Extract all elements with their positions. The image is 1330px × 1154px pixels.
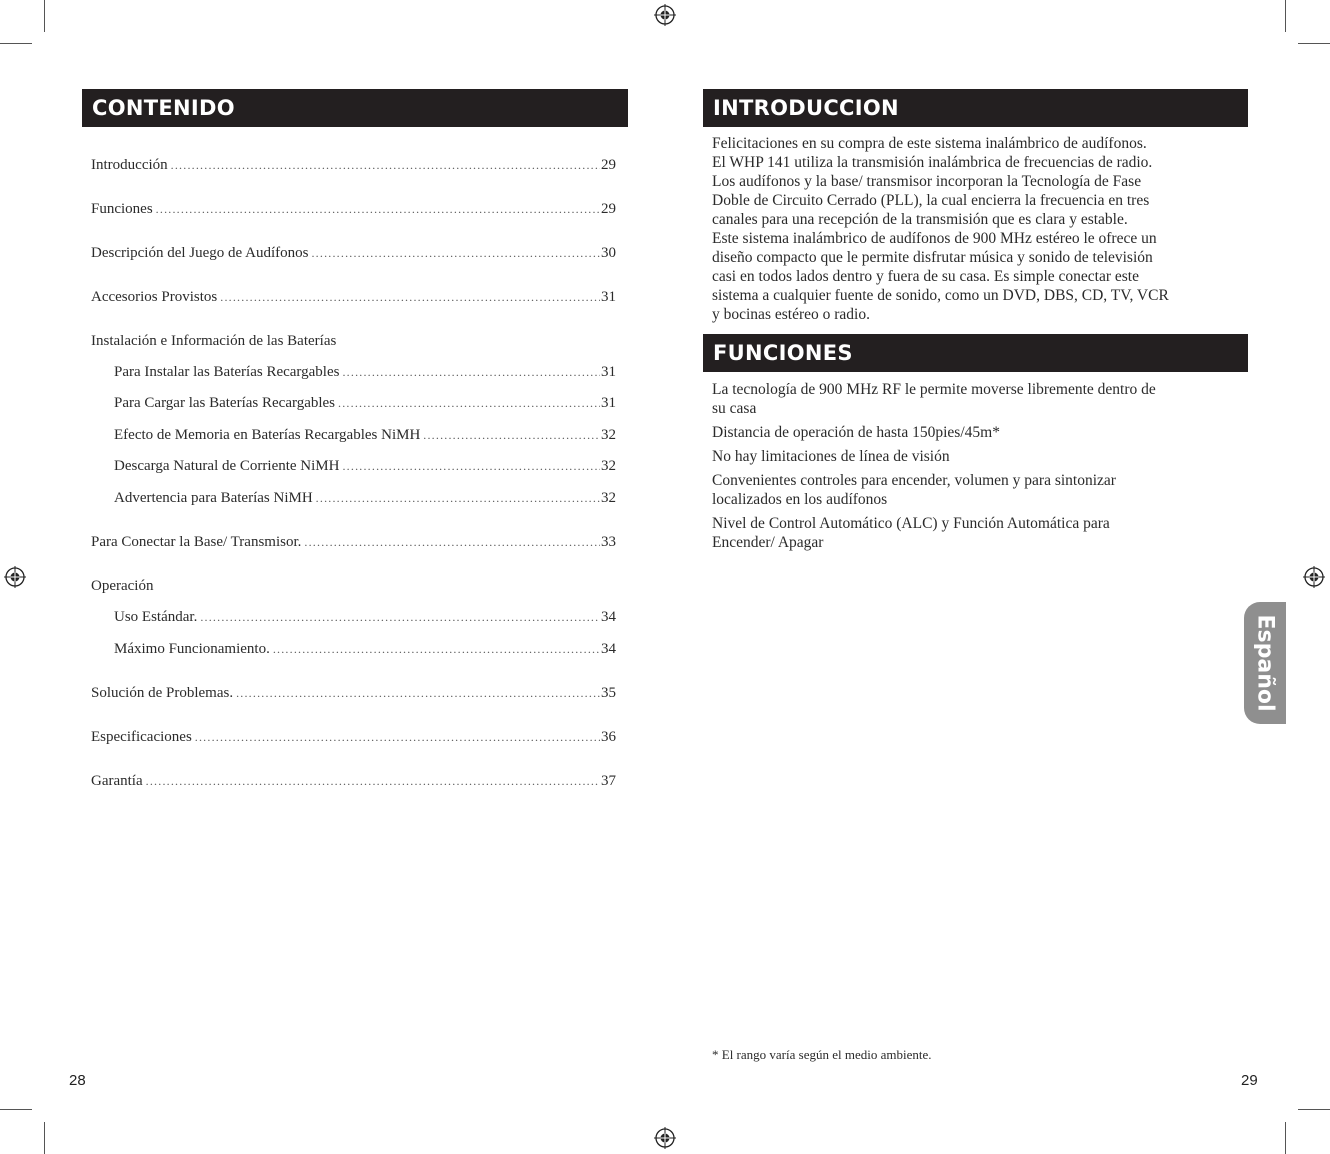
toc-entry xyxy=(91,289,616,311)
page-number-left: 28 xyxy=(69,1072,86,1089)
toc-leader-dots xyxy=(171,158,600,173)
toc-entry-label: Para Cargar las Baterías Recargables xyxy=(114,395,336,411)
contents-header: CONTENIDO xyxy=(82,89,628,127)
introduction-line: Los audífonos y la base/ transmisor incorporan la Tecnología de Fase xyxy=(712,173,1142,190)
introduction-line: El WHP 141 utiliza la transmisión inalámbrica de frecuencias de radio. xyxy=(712,154,1153,171)
toc-entry-page: 33 xyxy=(601,534,616,550)
toc-entry xyxy=(91,458,616,480)
toc-entry-page: 37 xyxy=(601,773,616,789)
toc-entry-page: 31 xyxy=(601,289,616,305)
toc-entry xyxy=(91,157,616,179)
feature-item xyxy=(712,514,1242,552)
introduction-line: Doble de Circuito Cerrado (PLL), la cual encierra la frecuencia en tres xyxy=(712,192,1150,209)
toc-entry-page: 34 xyxy=(601,609,616,625)
toc-entry-label: Introducción xyxy=(91,157,168,173)
registration-mark-icon xyxy=(654,4,676,26)
toc-entry xyxy=(91,333,616,355)
toc-entry-label: Funciones xyxy=(91,201,153,217)
toc-entry xyxy=(91,729,616,751)
toc-entry-label: Para Conectar la Base/ Transmisor. xyxy=(91,534,302,550)
toc-entry xyxy=(91,641,616,663)
crop-mark xyxy=(1298,43,1330,44)
toc-leader-dots xyxy=(236,686,600,701)
introduction-line: y bocinas estéreo o radio. xyxy=(712,306,870,323)
crop-mark xyxy=(1285,0,1286,32)
language-tab-label: Español xyxy=(1252,614,1278,712)
toc-entry xyxy=(91,490,616,512)
toc-entry-label: Advertencia para Baterías NiMH xyxy=(114,490,313,506)
toc-entry xyxy=(91,609,616,631)
feature-line: La tecnología de 900 MHz RF le permite moverse libremente dentro de xyxy=(712,381,1156,398)
features-list xyxy=(712,380,1242,557)
toc-entry-page: 31 xyxy=(601,395,616,411)
crop-mark xyxy=(0,1109,32,1110)
toc-entry xyxy=(91,245,616,267)
feature-line: su casa xyxy=(712,400,757,417)
toc-leader-dots xyxy=(200,610,600,625)
toc-leader-dots xyxy=(195,730,600,745)
introduction-line: sistema a cualquier fuente de sonido, como un DVD, DBS, CD, TV, VCR xyxy=(712,287,1169,304)
feature-line: No hay limitaciones de línea de visión xyxy=(712,448,950,465)
feature-item xyxy=(712,447,1242,466)
toc-entry-label: Operación xyxy=(91,578,154,594)
crop-mark xyxy=(44,1122,45,1154)
introduction-header: INTRODUCCION xyxy=(703,89,1248,127)
introduction-line: canales para una recepción de la transmisión que es clara y estable. xyxy=(712,211,1128,228)
footnote: * El rango varía según el medio ambiente. xyxy=(712,1047,932,1062)
feature-item xyxy=(712,423,1242,442)
introduction-line: Felicitaciones en su compra de este sistema inalámbrico de audífonos. xyxy=(712,135,1147,152)
toc-leader-dots xyxy=(342,365,600,380)
toc-entry-label: Garantía xyxy=(91,773,143,789)
introduction-line: Este sistema inalámbrico de audífonos de 900 MHz estéreo le ofrece un xyxy=(712,230,1157,247)
toc-entry-label: Instalación e Información de las Baterías xyxy=(91,333,337,349)
toc-entry-page: 29 xyxy=(601,157,616,173)
toc-entry-label: Efecto de Memoria en Baterías Recargables NiMH xyxy=(114,427,421,443)
feature-line: localizados en los audífonos xyxy=(712,491,888,508)
toc-entry-label: Especificaciones xyxy=(91,729,192,745)
toc-entry xyxy=(91,685,616,707)
toc-entry-page: 30 xyxy=(601,245,616,261)
toc-leader-dots xyxy=(316,491,600,506)
toc-entry-page: 34 xyxy=(601,641,616,657)
toc-leader-dots xyxy=(304,535,600,550)
crop-mark xyxy=(0,43,32,44)
introduction-line: diseño compacto que le permite disfrutar música y sonido de televisión xyxy=(712,249,1153,266)
crop-mark xyxy=(44,0,45,32)
toc-leader-dots xyxy=(338,396,600,411)
toc-entry xyxy=(91,364,616,386)
toc-entry xyxy=(91,427,616,449)
toc-entry-page: 32 xyxy=(601,490,616,506)
toc-entry-label: Uso Estándar. xyxy=(114,609,198,625)
toc-entry-label: Accesorios Provistos xyxy=(91,289,218,305)
toc-leader-dots xyxy=(156,202,600,217)
toc-leader-dots xyxy=(146,774,600,789)
introduction-line: casi en todos lados dentro y fuera de su casa. Es simple conectar este xyxy=(712,268,1139,285)
toc-entry-page: 29 xyxy=(601,201,616,217)
toc-leader-dots xyxy=(311,246,600,261)
toc-leader-dots xyxy=(423,428,600,443)
feature-line: Nivel de Control Automático (ALC) y Función Automática para xyxy=(712,515,1110,532)
registration-mark-icon xyxy=(1303,566,1325,588)
toc-entry xyxy=(91,534,616,556)
feature-line: Encender/ Apagar xyxy=(712,534,824,551)
toc-entry-page: 32 xyxy=(601,427,616,443)
features-header: FUNCIONES xyxy=(703,334,1248,372)
toc-entry-label: Máximo Funcionamiento. xyxy=(114,641,270,657)
feature-item xyxy=(712,471,1242,509)
toc-entry xyxy=(91,201,616,223)
feature-item xyxy=(712,380,1242,418)
toc-entry-page: 35 xyxy=(601,685,616,701)
crop-mark xyxy=(1285,1122,1286,1154)
language-tab xyxy=(1244,602,1286,724)
registration-mark-icon xyxy=(4,566,26,588)
feature-line: Distancia de operación de hasta 150pies/45m* xyxy=(712,424,1000,441)
toc-leader-dots xyxy=(220,290,600,305)
feature-line: Convenientes controles para encender, volumen y para sintonizar xyxy=(712,472,1116,489)
toc-entry-label: Solución de Problemas. xyxy=(91,685,234,701)
introduction-text xyxy=(712,134,1242,324)
toc-entry-page: 32 xyxy=(601,458,616,474)
toc-entry xyxy=(91,578,616,600)
toc-leader-dots xyxy=(273,642,600,657)
toc-leader-dots xyxy=(342,459,600,474)
toc-entry-label: Para Instalar las Baterías Recargables xyxy=(114,364,340,380)
registration-mark-icon xyxy=(654,1127,676,1149)
toc-entry-page: 31 xyxy=(601,364,616,380)
toc-entry-page: 36 xyxy=(601,729,616,745)
toc-entry xyxy=(91,773,616,795)
crop-mark xyxy=(1298,1109,1330,1110)
toc-entry-label: Descarga Natural de Corriente NiMH xyxy=(114,458,340,474)
page-number-right: 29 xyxy=(1241,1072,1258,1089)
toc-entry-label: Descripción del Juego de Audífonos xyxy=(91,245,309,261)
toc-entry xyxy=(91,395,616,417)
